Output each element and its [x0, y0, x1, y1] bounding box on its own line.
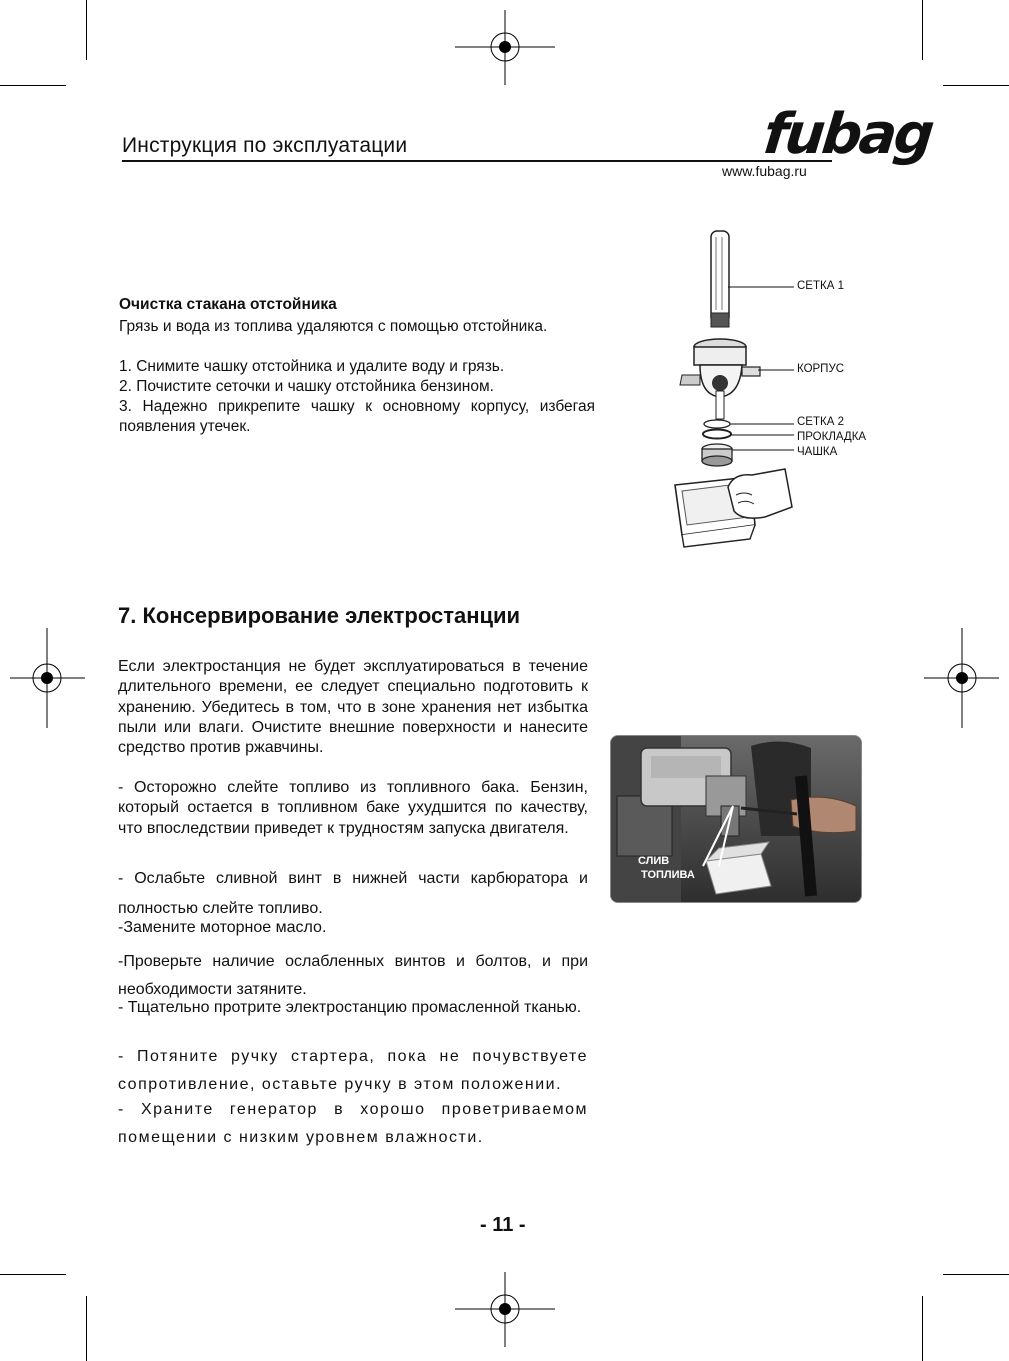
label-gasket: ПРОКЛАДКА — [797, 431, 867, 443]
label-body: КОРПУС — [797, 363, 845, 375]
storage-item: - Храните генератор в хорошо проветриваемом помещении с низким уровнем влажности. — [118, 1101, 588, 1146]
fuel-drain-photo — [610, 735, 862, 903]
hand-icon — [728, 469, 792, 518]
storage-intro: Если электростанция не будет эксплуатироваться в течение длительного времени, ее следует специально подготовить к хранению. Убедитесь в том, что в зоне хранения нет избытка пыли или влаги. Очистите внешние поверхности и нанесите средство против ржавчины. — [118, 658, 588, 757]
storage-item: -Проверьте наличие ослабленных винтов и болтов, и при необходимости затяните. — [118, 953, 588, 998]
registration-mark-right — [924, 628, 999, 728]
registration-mark-bottom — [455, 1272, 555, 1347]
storage-item: - Тщательно протрите электростанцию промасленной тканью. — [118, 999, 582, 1016]
sump-cleaning-intro: Грязь и вода из топлива удаляются с помощью отстойника. — [119, 318, 548, 335]
document-title: Инструкция по эксплуатации — [122, 134, 408, 157]
crop-mark — [0, 1274, 66, 1275]
fuel-drain-label-line1: СЛИВ — [638, 855, 670, 867]
storage-item: - Потяните ручку стартера, пока не почувствуете сопротивление, оставьте ручку в этом положении. — [118, 1048, 588, 1093]
crop-mark — [86, 0, 87, 60]
label-screen-1: СЕТКА 1 — [797, 280, 844, 292]
fuel-drain-label-line2: ТОПЛИВА — [641, 869, 695, 881]
brand-logo: fubag — [760, 102, 935, 167]
diagram-leader-lines — [720, 280, 795, 460]
website-link[interactable]: www.fubag.ru — [722, 163, 807, 179]
label-screen-2: СЕТКА 2 — [797, 416, 844, 428]
header-rule — [122, 160, 832, 162]
crop-mark — [0, 85, 66, 86]
sump-cleaning-steps — [119, 357, 595, 437]
step-item: 3. Надежно прикрепите чашку к основному корпусу, избегая появления утечек. — [119, 398, 595, 435]
step-item: 1. Снимите чашку отстойника и удалите воду и грязь. — [119, 358, 505, 375]
registration-mark-top — [455, 10, 555, 85]
page-number: - 11 - — [480, 1214, 526, 1236]
crop-mark — [86, 1296, 87, 1361]
storage-item: -Замените моторное масло. — [118, 919, 327, 936]
sump-cleaning-heading: Очистка стакана отстойника — [119, 296, 337, 313]
crop-mark — [922, 0, 923, 60]
label-cup: ЧАШКА — [797, 446, 838, 458]
crop-mark — [943, 1274, 1009, 1275]
registration-mark-left — [10, 628, 85, 728]
storage-item: - Ослабьте сливной винт в нижней части карбюратора и полностью слейте топливо. — [118, 870, 588, 917]
crop-mark — [943, 85, 1009, 86]
drain-fuel-note: - Осторожно слейте топливо из топливного бака. Бензин, который остается в топливном баке ухудшится по качеству, что впоследствии приведет к трудностям запуска двигателя. — [118, 779, 588, 837]
crop-mark — [922, 1296, 923, 1361]
step-item: 2. Почистите сеточки и чашку отстойника бензином. — [119, 378, 494, 395]
storage-heading: 7. Консервирование электростанции — [118, 603, 521, 628]
